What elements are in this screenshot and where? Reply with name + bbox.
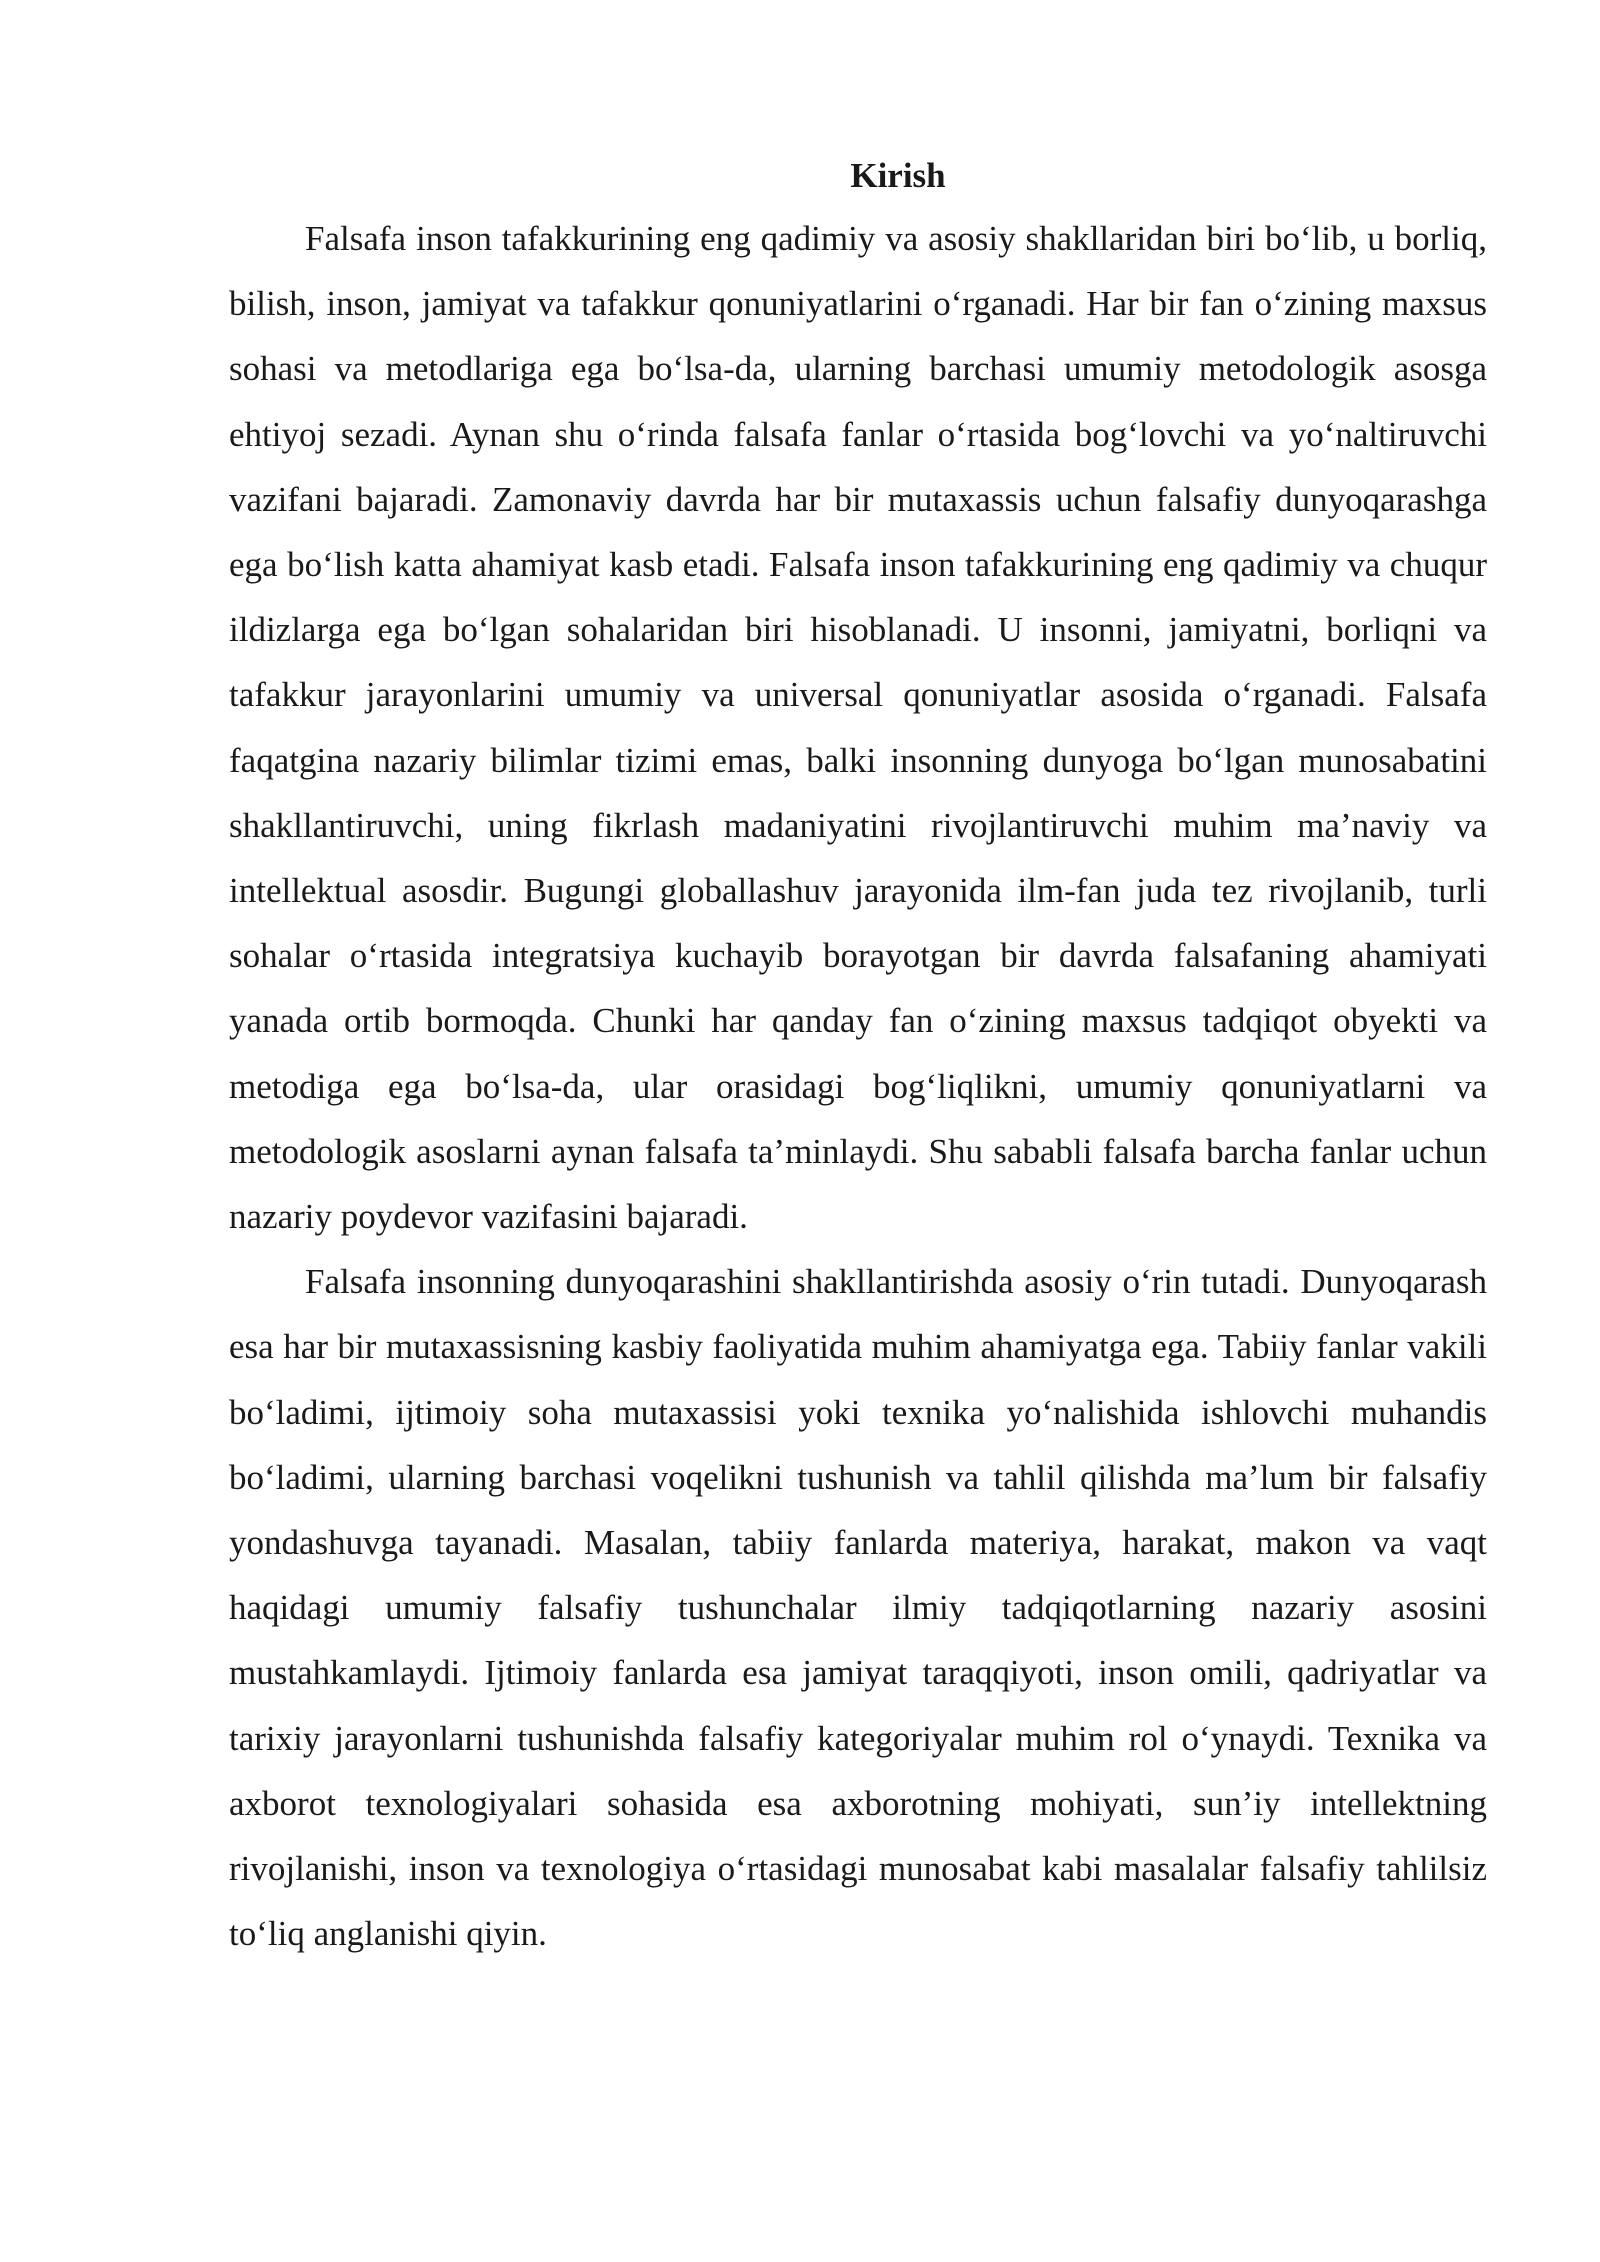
paragraph-2: Falsafa insonning dunyoqarashini shakllantirishda asosiy o‘rin tutadi. Dunyoqarash esa har bir mutaxassisning kasbiy faoliyatida muhim ahamiyatga ega. Tabiiy fanlar vakili bo‘ladimi, ijtimoiy soha mutaxassisi yoki texnika yo‘nalishida ishlovchi muhandis bo‘ladimi, ularning barchasi voqelikni tushunish va tahlil qilishda ma’lum bir falsafiy yondashuvga tayanadi. Masalan, tabiiy fanlarda materiya, harakat, makon va vaqt haqidagi umumiy falsafiy tushunchalar ilmiy tadqiqotlarning nazariy asosini mustahkamlaydi. Ijtimoiy fanlarda esa jamiyat taraqqiyoti, inson omili, qadriyatlar va tarixiy jarayonlarni tushunishda falsafiy kategoriyalar muhim rol o‘ynaydi. Texnika va axborot texnologiyalari sohasida esa axborotning mohiyati, sun’iy intellektning rivojlanishi, inson va texnologiya o‘rtasidagi munosabat kabi masalalar falsafiy tahlilsiz to‘liq anglanishi qiyin. (229, 1262, 1487, 1954)
document-body (229, 146, 1487, 1966)
section-heading: Kirish (850, 156, 946, 195)
paragraph-1: Falsafa inson tafakkurining eng qadimiy va asosiy shakllaridan biri bo‘lib, u borliq, bilish, inson, jamiyat va tafakkur qonuniyatlarini o‘rganadi. Har bir fan o‘zining maxsus sohasi va metodlariga ega bo‘lsa-da, ularning barchasi umumiy metodologik asosga ehtiyoj sezadi. Aynan shu o‘rinda falsafa fanlar o‘rtasida bog‘lovchi va yo‘naltiruvchi vazifani bajaradi. Zamonaviy davrda har bir mutaxassis uchun falsafiy dunyoqarashga ega bo‘lish katta ahamiyat kasb etadi. Falsafa inson tafakkurining eng qadimiy va chuqur ildizlarga ega bo‘lgan sohalaridan biri hisoblanadi. U insonni, jamiyatni, borliqni va tafakkur jarayonlarini umumiy va universal qonuniyatlar asosida o‘rganadi. Falsafa faqatgina nazariy bilimlar tizimi emas, balki insonning dunyoga bo‘lgan munosabatini shakllantiruvchi, uning fikrlash madaniyatini rivojlantiruvchi muhim ma’naviy va intellektual asosdir. Bugungi globallashuv jarayonida ilm-fan juda tez rivojlanib, turli sohalar o‘rtasida integratsiya kuchayib borayotgan bir davrda falsafaning ahamiyati yanada ortib bormoqda. Chunki har qanday fan o‘zining maxsus tadqiqot obyekti va metodiga ega bo‘lsa-da, ular orasidagi bog‘liqlikni, umumiy qonuniyatlarni va metodologik asoslarni aynan falsafa ta’minlaydi. Shu sababli falsafa barcha fanlar uchun nazariy poydevor vazifasini bajaradi. (229, 219, 1487, 1237)
